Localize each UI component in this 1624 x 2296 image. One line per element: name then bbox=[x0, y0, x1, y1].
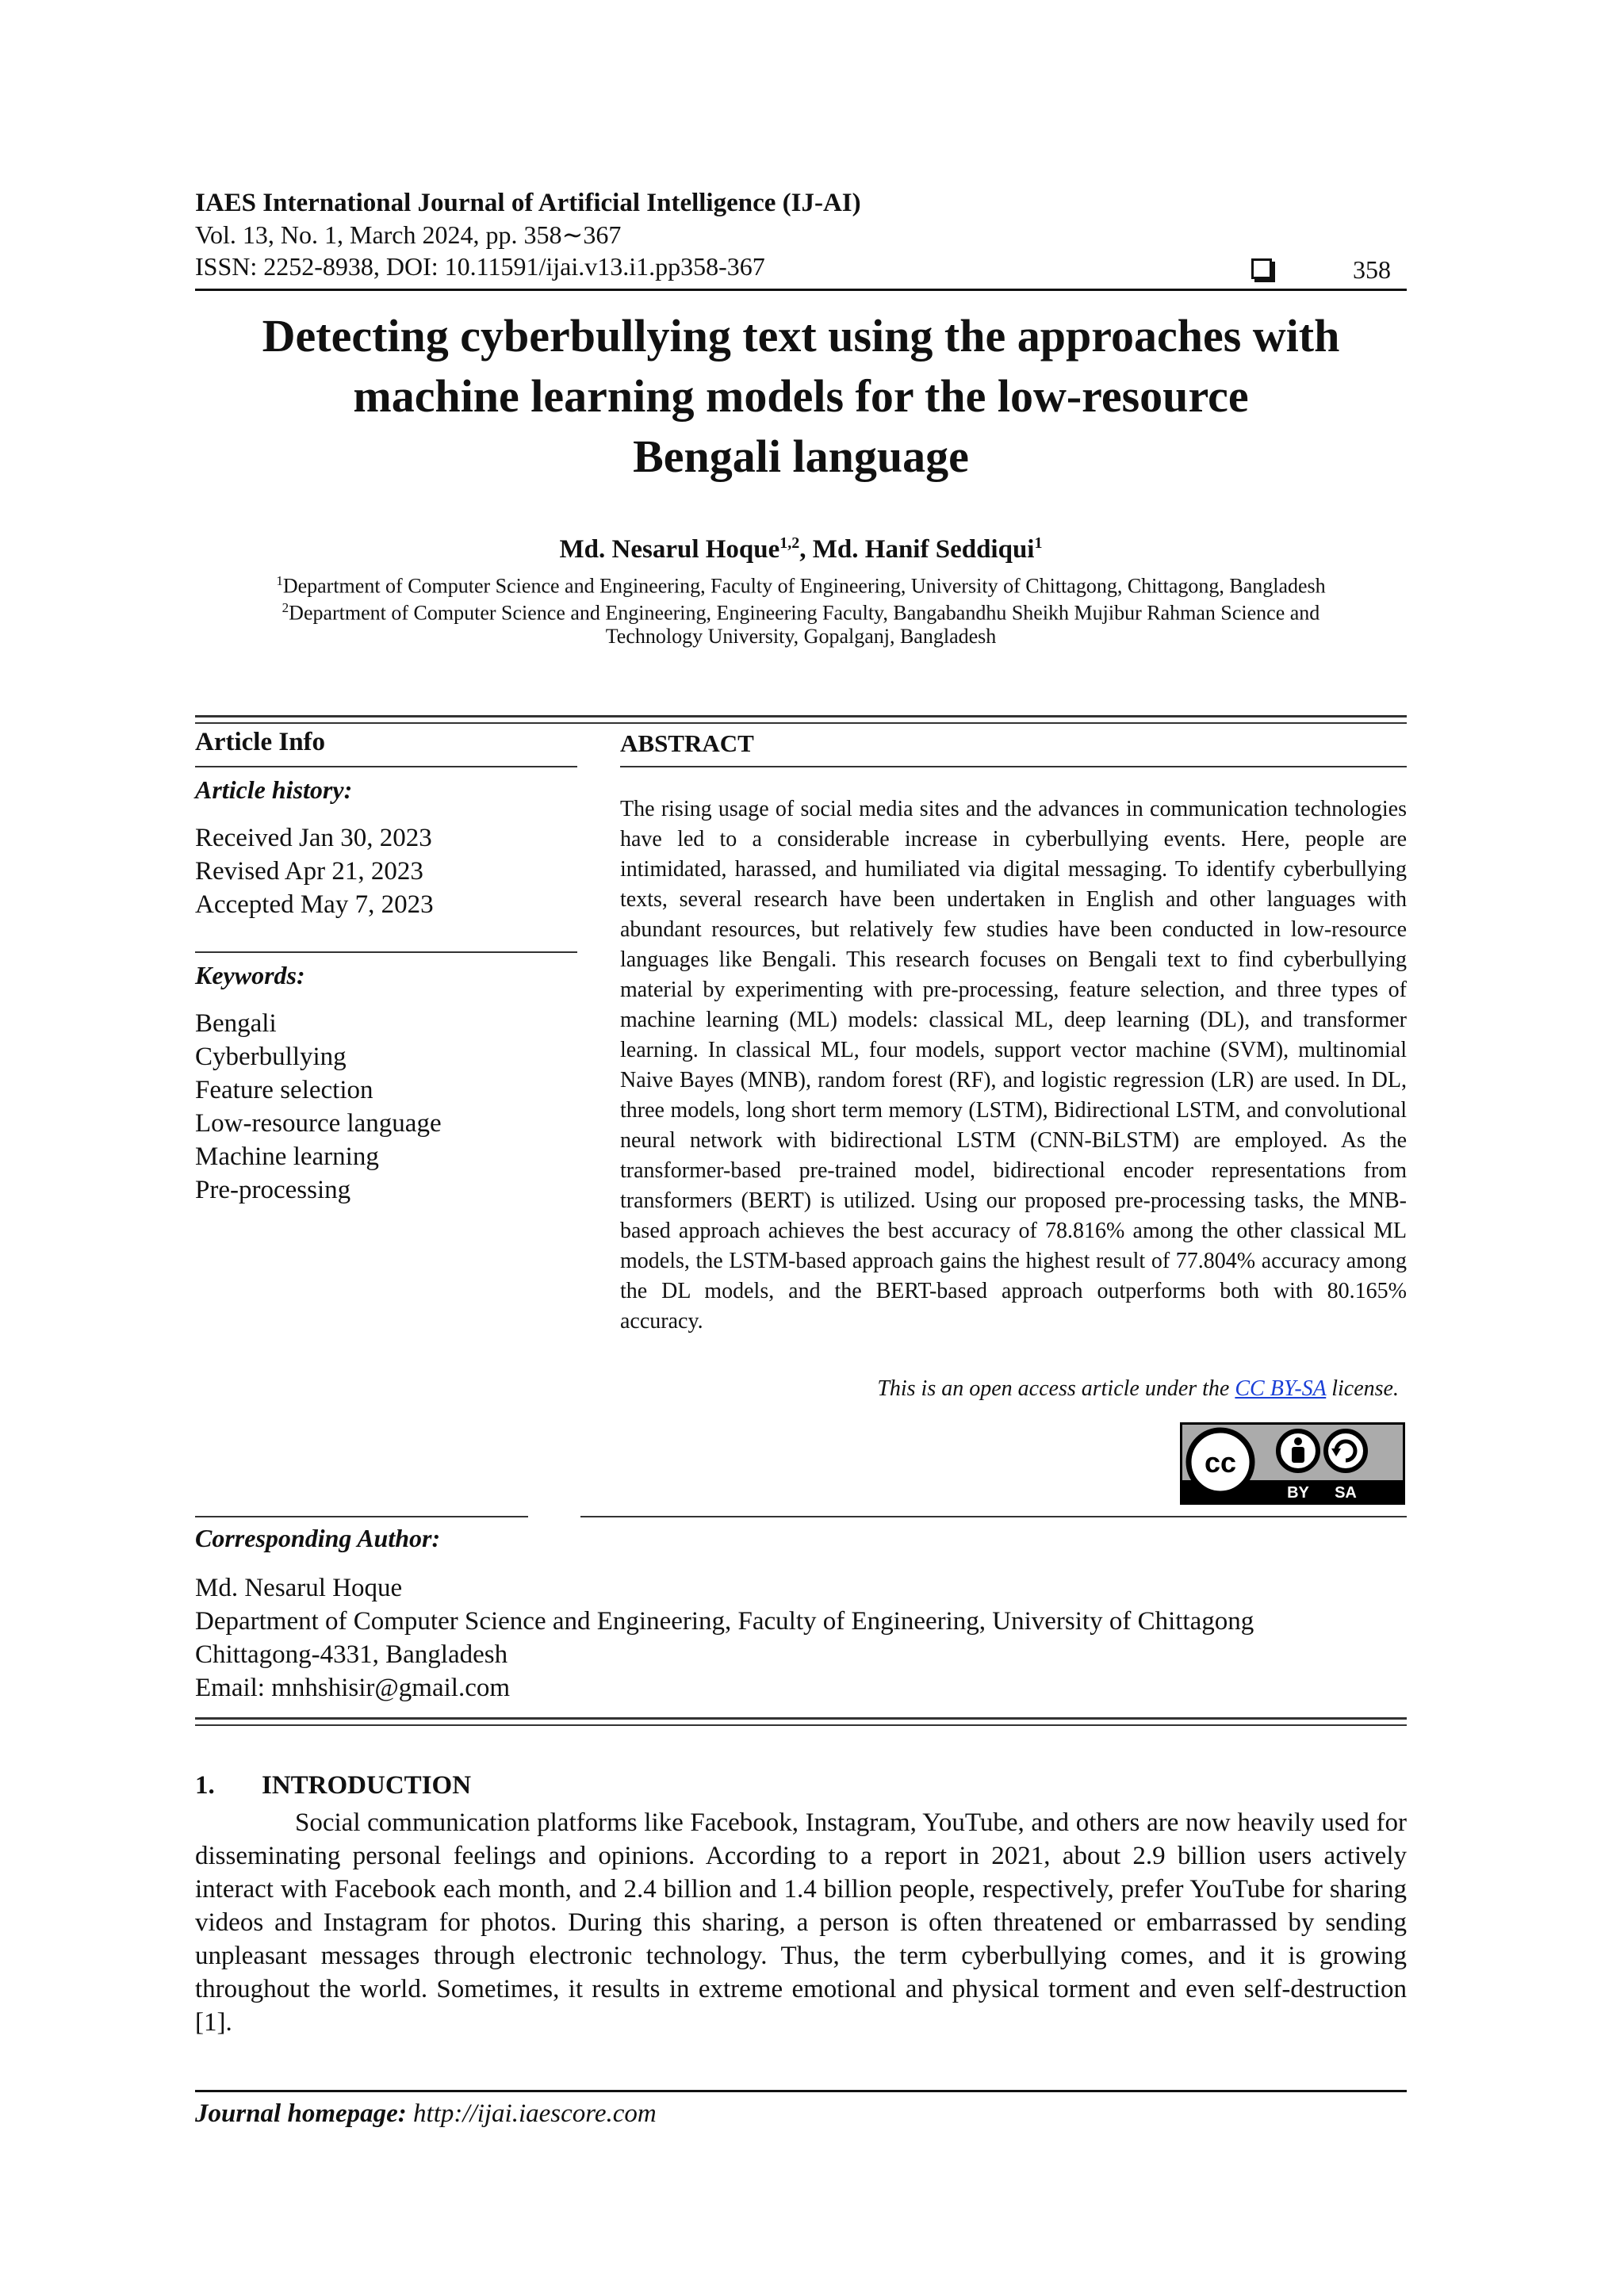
by-label: BY bbox=[1287, 1484, 1309, 1502]
article-history-heading: Article history: bbox=[195, 775, 353, 804]
paper-title bbox=[159, 306, 1443, 487]
authors bbox=[159, 534, 1443, 564]
section-heading bbox=[195, 1771, 471, 1800]
journal-homepage-link[interactable]: http://ijai.iaescore.com bbox=[413, 2099, 657, 2128]
corresponding-author-heading: Corresponding Author: bbox=[195, 1524, 441, 1552]
divider bbox=[620, 766, 1407, 767]
affiliation bbox=[159, 595, 1443, 627]
section-number: 1. bbox=[195, 1771, 215, 1800]
affiliation-number: 1 bbox=[276, 573, 283, 588]
journal-name: IAES International Journal of Artificial Intelligence (IJ-AI) bbox=[195, 189, 861, 217]
article-info-heading: Article Info bbox=[195, 728, 326, 756]
corresponding-line: Chittagong-4331, Bangladesh bbox=[195, 1640, 508, 1669]
divider bbox=[195, 766, 577, 767]
history-item: Revised Apr 21, 2023 bbox=[195, 857, 423, 886]
keyword: Low-resource language bbox=[195, 1109, 442, 1138]
author-affil-mark: 1,2 bbox=[779, 534, 800, 552]
divider bbox=[195, 1516, 528, 1517]
author-affil-mark: 1 bbox=[1034, 534, 1043, 552]
section-divider bbox=[195, 715, 1407, 724]
affiliation-text: Department of Computer Science and Engineering, Faculty of Engineering, University of Chittagong, Chittagong, Bangladesh bbox=[282, 574, 1326, 598]
author-name: Md. Nesarul Hoque bbox=[559, 535, 780, 564]
corresponding-line: Department of Computer Science and Engineering, Faculty of Engineering, University of Chittagong bbox=[195, 1607, 1254, 1636]
footer-label: Journal homepage: bbox=[195, 2099, 407, 2128]
footer-rule bbox=[195, 2090, 1407, 2092]
article-history bbox=[195, 821, 434, 921]
abstract-text: The rising usage of social media sites and the advances in communication technologies have led to a considerable increase in cyberbullying events. Here, people are intimidated, harassed, and humiliated via digital messaging. To identify cyberbullying texts, several research have been undertaken in English and other languages with abundant resources, but relatively few studies have been conducted in low-resource languages like Bengali. This research focuses on Bengali text to find cyberbullying material by experimenting with pre-processing, feature selection, and three types of machine learning (ML) models: classical ML, deep learning (DL), and transformer learning. In classical ML, four models, support vector machine (SVM), multinomial Naive Bayes (MNB), random forest (RF), and logistic regression (LR) are used. In DL, three models, long short term memory (LSTM), Bidirectional LSTM, and convolutional neural network with bidirectional LSTM (CNN-BiLSTM) are employed. As the transformer-based pre-trained model, bidirectional encoder representations from transformers (BERT) is utilized. Using our proposed pre-processing tasks, the MNB-based approach achieves the best accuracy of 78.816% among the other classical ML models, the LSTM-based approach gains the highest result of 77.804% accuracy among the DL models, and the BERT-based approach outperforms both with 80.165% accuracy. bbox=[620, 797, 1407, 1334]
issn-doi: ISSN: 2252-8938, DOI: 10.11591/ijai.v13.i1.pp358-367 bbox=[195, 252, 765, 281]
divider bbox=[580, 1516, 1407, 1517]
section-title: INTRODUCTION bbox=[262, 1771, 472, 1800]
license-statement bbox=[620, 1376, 1399, 1402]
author-name: Md. Hanif Seddiqui bbox=[812, 535, 1035, 564]
corresponding-email: Email: mnhshisir@gmail.com bbox=[195, 1674, 511, 1702]
author-separator: , bbox=[799, 535, 813, 564]
keyword: Machine learning bbox=[195, 1142, 379, 1171]
history-item: Received Jan 30, 2023 bbox=[195, 824, 432, 852]
title-line: Detecting cyberbullying text using the approaches with bbox=[262, 310, 1340, 362]
affiliation-number: 2 bbox=[282, 600, 289, 615]
sa-label: SA bbox=[1335, 1484, 1357, 1502]
license-text: This is an open access article under the bbox=[877, 1376, 1235, 1401]
keyword: Pre-processing bbox=[195, 1176, 351, 1204]
keyword: Cyberbullying bbox=[195, 1043, 347, 1071]
license-text: license. bbox=[1326, 1376, 1399, 1401]
cc-by-sa-icon bbox=[1182, 1425, 1403, 1502]
history-item: Accepted May 7, 2023 bbox=[195, 890, 434, 919]
license-link[interactable]: CC BY-SA bbox=[1235, 1376, 1327, 1401]
box-icon bbox=[1251, 258, 1272, 279]
corresponding-line: Md. Nesarul Hoque bbox=[195, 1574, 403, 1602]
abstract-heading: ABSTRACT bbox=[620, 729, 754, 757]
volume-info: Vol. 13, No. 1, March 2024, pp. 358∼367 bbox=[195, 220, 622, 249]
introduction-text: Social communication platforms like Facebook, Instagram, YouTube, and others are now heavily used for disseminating personal feelings and opinions. According to a report in 2021, about 2.9 billion users actively interact with Facebook each month, and 2.4 billion and 1.4 billion people, respectively, prefer YouTube for sharing videos and Instagram for photos. During this sharing, a person is often threatened or embarrassed by sending unpleasant messages through electronic technology. Thus, the term cyberbullying comes, and it is growing throughout the world. Sometimes, it results in extreme emotional and physical torment and even self-destruction [1]. bbox=[195, 1808, 1407, 2037]
affiliation-text: Technology University, Gopalganj, Bangladesh bbox=[605, 625, 997, 648]
section-divider bbox=[195, 1717, 1407, 1726]
cc-by-sa-badge[interactable] bbox=[1180, 1422, 1405, 1505]
title-line: Bengali language bbox=[633, 430, 969, 482]
keyword: Feature selection bbox=[195, 1076, 373, 1104]
page-number: 358 bbox=[1353, 255, 1391, 284]
keyword: Bengali bbox=[195, 1009, 277, 1038]
keywords-list bbox=[195, 1007, 442, 1207]
keywords-heading: Keywords: bbox=[195, 961, 305, 989]
header-rule bbox=[195, 289, 1407, 291]
corresponding-author bbox=[195, 1571, 1254, 1705]
footer bbox=[195, 2099, 657, 2129]
cc-glyph: cc bbox=[1204, 1446, 1237, 1479]
affiliation bbox=[159, 623, 1443, 650]
affiliation-text: Department of Computer Science and Engineering, Engineering Faculty, Bangabandhu Sheikh Mujibur Rahman Science and bbox=[289, 601, 1320, 625]
divider bbox=[195, 951, 577, 953]
title-line: machine learning models for the low-resource bbox=[353, 370, 1249, 422]
